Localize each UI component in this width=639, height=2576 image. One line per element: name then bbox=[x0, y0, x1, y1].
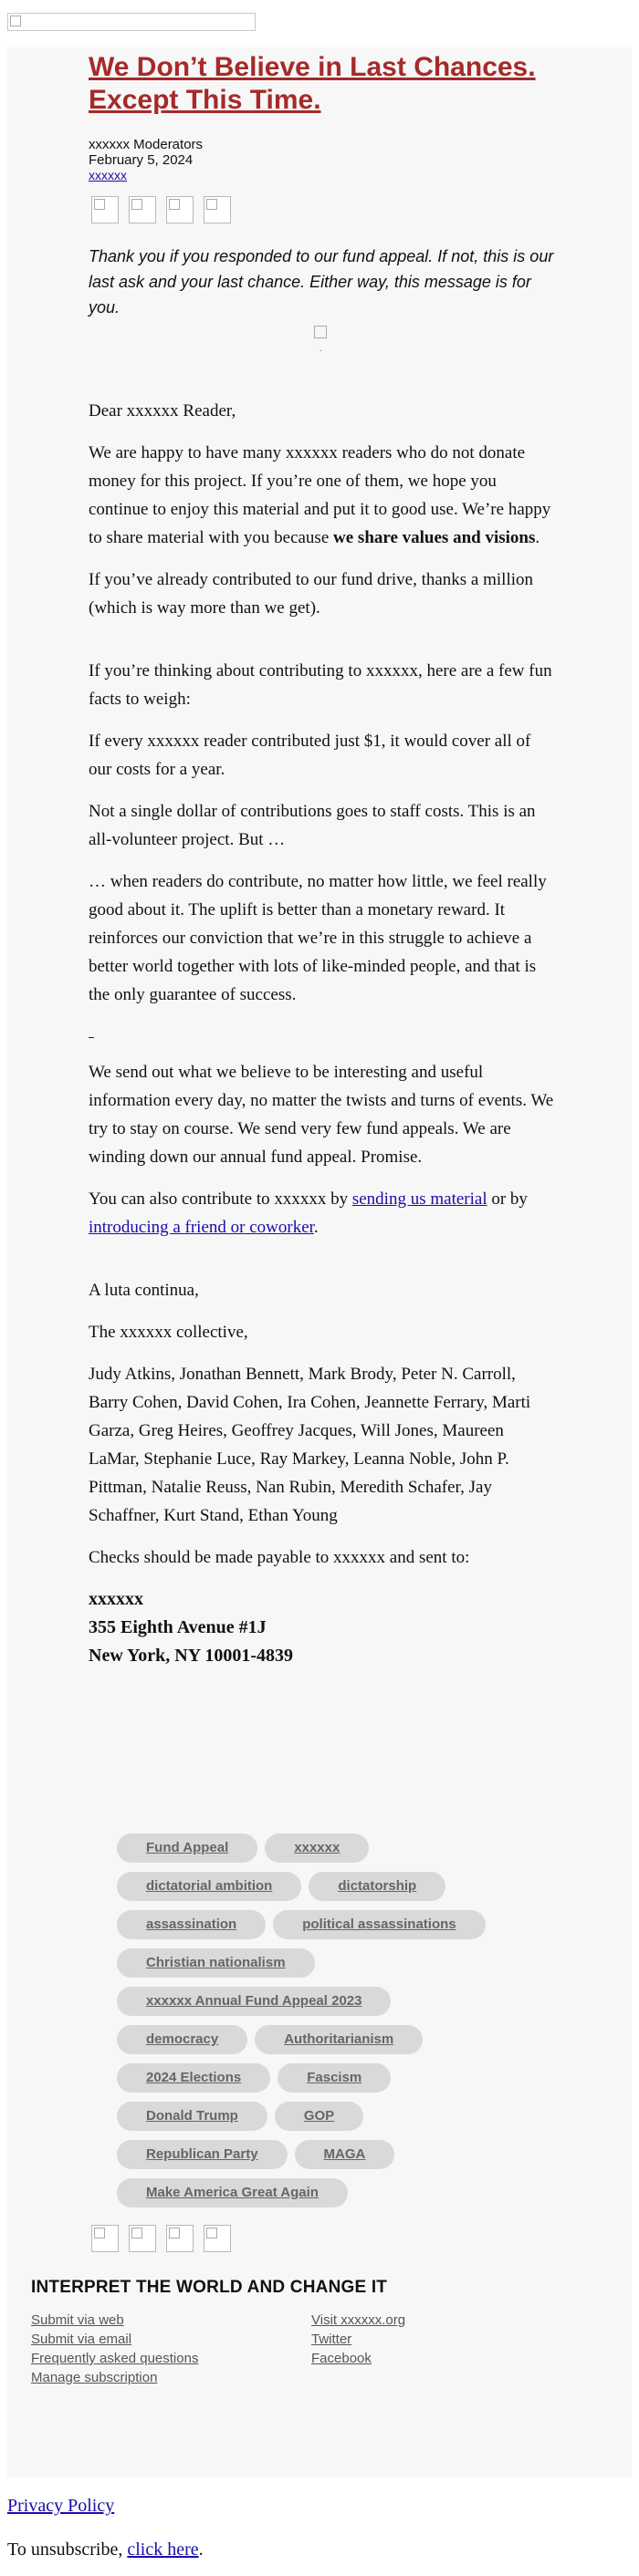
author: xxxxxx Moderators bbox=[89, 137, 204, 152]
paragraph-1-end: . bbox=[535, 528, 540, 547]
signoff: A luta continua, bbox=[89, 1281, 199, 1300]
tag-pill[interactable]: democracy bbox=[117, 2025, 247, 2054]
tag-pill[interactable]: Republican Party bbox=[117, 2140, 288, 2169]
address-line-2: 355 Eighth Avenue #1J bbox=[89, 1617, 267, 1637]
logo-image[interactable] bbox=[7, 13, 256, 31]
tag-pill[interactable]: Donald Trump bbox=[117, 2102, 267, 2131]
intro-text: Thank you if you responded to our fund appeal. If not, this is our last ask and your last chance. Either way, this message is for you. bbox=[89, 247, 554, 317]
tag-list bbox=[117, 1833, 555, 2217]
send-material-link[interactable]: sending us material bbox=[351, 1189, 487, 1209]
tag-pill[interactable]: xxxxxx bbox=[265, 1833, 369, 1863]
share-icon-1[interactable] bbox=[91, 2225, 119, 2252]
empty-link[interactable] bbox=[89, 1023, 94, 1038]
date: February 5, 2024 bbox=[89, 152, 194, 168]
tag-pill[interactable]: GOP bbox=[275, 2102, 363, 2131]
article-image bbox=[314, 326, 329, 354]
tag-row bbox=[117, 2140, 555, 2169]
paragraph-8-text: You can also contribute to xxxxxx by bbox=[89, 1189, 352, 1209]
collective: The xxxxxx collective, bbox=[89, 1323, 248, 1342]
share-icon-3[interactable] bbox=[166, 2225, 194, 2252]
unsubscribe-link[interactable]: click here bbox=[127, 2540, 199, 2560]
privacy-row bbox=[7, 2496, 114, 2517]
unsubscribe-end: . bbox=[198, 2540, 204, 2560]
footer-heading: INTERPRET THE WORLD AND CHANGE IT bbox=[31, 2278, 388, 2297]
tag-pill[interactable]: Fascism bbox=[278, 2063, 391, 2093]
submit-email-link[interactable]: Submit via email bbox=[31, 2332, 132, 2347]
email-panel bbox=[7, 47, 632, 2477]
tag-pill[interactable]: Fund Appeal bbox=[117, 1833, 257, 1863]
tag-pill[interactable]: 2024 Elections bbox=[117, 2063, 270, 2093]
paragraph-1-text: We are happy to have many xxxxxx readers who do not donate money for this project. If you’re one of them, we hope you continue to enjoy this material and put it to good use. We’re happy to share material with you because bbox=[89, 443, 551, 547]
submit-web-link[interactable]: Submit via web bbox=[31, 2312, 124, 2328]
share-icon-4[interactable] bbox=[204, 196, 231, 223]
footer-right-links bbox=[311, 2311, 592, 2387]
share-icon-2[interactable] bbox=[129, 2225, 156, 2252]
paragraph-3: If you’re thinking about contributing to xxxxxx, here are a few fun facts to weigh: bbox=[89, 661, 552, 709]
tag-row bbox=[117, 1833, 555, 1863]
paragraph-4: If every xxxxxx reader contributed just $1, it would cover all of our costs for a year. bbox=[89, 732, 531, 779]
paragraph-8-mid: or by bbox=[487, 1189, 528, 1209]
paragraph-8-end: . bbox=[313, 1218, 319, 1237]
tag-pill[interactable]: Christian nationalism bbox=[117, 1948, 315, 1978]
facebook-link[interactable]: Facebook bbox=[311, 2351, 372, 2366]
paragraph-2: If you’ve already contributed to our fund drive, thanks a million (which is way more than we get). bbox=[89, 570, 534, 618]
share-icon-1[interactable] bbox=[91, 196, 119, 223]
tag-pill[interactable]: assassination bbox=[117, 1910, 266, 1939]
paragraph-1-bold: we share values and visions bbox=[333, 528, 536, 547]
checks-note: Checks should be made payable to xxxxxx and sent to: bbox=[89, 1548, 470, 1567]
manage-subscription-link[interactable]: Manage subscription bbox=[31, 2370, 158, 2385]
site-link[interactable]: xxxxxx bbox=[89, 168, 127, 182]
introduce-friend-link[interactable]: introducing a friend or coworker bbox=[89, 1218, 314, 1237]
tag-pill[interactable]: political assassinations bbox=[273, 1910, 485, 1939]
footer bbox=[31, 2278, 615, 2387]
tag-pill[interactable]: Make America Great Again bbox=[117, 2178, 348, 2207]
image-caption: . bbox=[320, 344, 322, 354]
unsubscribe-text: To unsubscribe, bbox=[7, 2540, 128, 2560]
names: Judy Atkins, Jonathan Bennett, Mark Brody, Peter N. Carroll, Barry Cohen, David Cohen, Ira Cohen, Jeannette Ferrary, Marti Garza, Greg Heires, Geoffrey Jacques, Will Jones, Maureen LaMar, Stephanie Luce, Ray Markey, Leanna Noble, John P. Pittman, Natalie Reuss, Nan Rubin, Meredith Schafer, Jay Schaffner, Kurt Stand, Ethan Young bbox=[89, 1365, 531, 1525]
address-line-1: xxxxxx bbox=[89, 1589, 143, 1609]
tag-pill[interactable]: MAGA bbox=[295, 2140, 395, 2169]
footer-left-links bbox=[31, 2311, 311, 2387]
tag-row bbox=[117, 1948, 555, 1978]
paragraph-8 bbox=[89, 1185, 554, 1241]
paragraph-5: Not a single dollar of contributions goes to staff costs. This is an all-volunteer project. But … bbox=[89, 802, 536, 849]
tag-row bbox=[117, 1987, 555, 2016]
paragraph-1 bbox=[89, 439, 554, 552]
tag-row bbox=[117, 2178, 555, 2207]
tag-pill[interactable]: Authoritarianism bbox=[255, 2025, 423, 2054]
broken-image-icon bbox=[10, 16, 21, 26]
address-line-3: New York, NY 10001-4839 bbox=[89, 1646, 294, 1666]
tag-pill[interactable]: dictatorial ambition bbox=[117, 1872, 301, 1901]
tag-row bbox=[117, 2102, 555, 2131]
share-buttons-top bbox=[91, 196, 554, 223]
letter-body bbox=[89, 397, 554, 1670]
share-buttons-bottom bbox=[91, 2225, 231, 2252]
share-icon-3[interactable] bbox=[166, 196, 194, 223]
paragraph-7: We send out what we believe to be interesting and useful information every day, no matter the twists and turns of events. We try to stay on course. We send very few fund appeals. We are winding down our annual fund appeal. Promise. bbox=[89, 1063, 554, 1167]
footer-links bbox=[31, 2311, 615, 2387]
visit-site-link[interactable]: Visit xxxxxx.org bbox=[311, 2312, 406, 2328]
tag-row bbox=[117, 1910, 555, 1939]
greeting: Dear xxxxxx Reader, bbox=[89, 401, 236, 421]
tag-pill[interactable]: dictatorship bbox=[309, 1872, 445, 1901]
tag-row bbox=[117, 2025, 555, 2054]
share-icon-4[interactable] bbox=[204, 2225, 231, 2252]
tag-row bbox=[117, 1872, 555, 1901]
article bbox=[89, 47, 554, 1670]
faq-link[interactable]: Frequently asked questions bbox=[31, 2351, 199, 2366]
byline bbox=[89, 137, 554, 183]
broken-image-icon bbox=[314, 326, 327, 338]
paragraph-6: … when readers do contribute, no matter how little, we feel really good about it. The uplift is better than a monetary reward. It reinforces our conviction that we’re in this struggle to achieve a better world together with lots of like-minded people, and that is the only guarantee of success. bbox=[89, 872, 547, 1004]
headline-link[interactable]: We Don’t Believe in Last Chances. Except This Time. bbox=[89, 52, 536, 115]
tag-row bbox=[117, 2063, 555, 2093]
tag-pill[interactable]: xxxxxx Annual Fund Appeal 2023 bbox=[117, 1987, 391, 2016]
share-icon-2[interactable] bbox=[129, 196, 156, 223]
unsubscribe-row bbox=[7, 2540, 204, 2560]
privacy-policy-link[interactable]: Privacy Policy bbox=[7, 2496, 115, 2516]
twitter-link[interactable]: Twitter bbox=[311, 2332, 352, 2347]
mailing-address bbox=[89, 1585, 554, 1670]
